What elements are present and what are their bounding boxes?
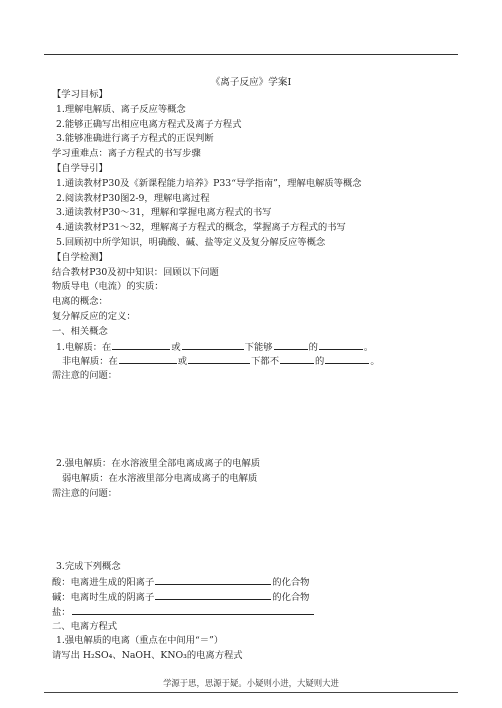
connector-text: 或 [171,341,181,353]
connector-text: 下能够 [244,341,273,353]
objectives-header: 【学习目标】 [52,89,108,100]
electrolyte-definition [52,340,452,355]
base-label: 碱：电离时生成的阴离子 [52,591,155,603]
fill-blank[interactable] [274,340,308,350]
connector-text: 的 [308,341,318,353]
connector-text: 。 [370,356,380,368]
fill-blank[interactable] [112,340,170,350]
nonelectrolyte-definition [52,354,452,369]
key-points: 学习重难点：离子方程式的书写步骤 [52,148,201,160]
question-conduct: 物质导电（电流）的实质： [52,281,164,293]
connector-text: 的化合物 [272,591,310,603]
write-equations-prompt: 请写出 H₂SO₄、NaOH、KNO₃的电离方程式 [52,650,243,662]
answer-space[interactable] [52,384,452,457]
fill-blank[interactable] [325,354,369,364]
note-label: 需注意的问题： [52,370,118,382]
connector-text: 的化合物 [272,577,310,589]
check-intro: 结合教材P30及初中知识：回顾以下问题 [52,266,219,278]
check-header: 【自学检测】 [52,251,108,263]
header-rule [44,54,458,55]
complete-concepts-heading: 3.完成下列概念 [56,561,121,573]
connector-text: 的 [315,356,325,368]
guide-item: 5.回顾初中所学知识，明确酸、碱、盐等定义及复分解反应等概念 [56,236,326,248]
fill-blank[interactable] [119,354,177,364]
objective-item: 1.理解电解质、离子反应等概念 [56,103,186,115]
acid-label: 酸：电离进生成的阳离子 [52,577,155,589]
weak-electrolyte-definition: 弱电解质：在水溶液里部分电离成离子的电解质 [62,472,258,484]
fill-blank[interactable] [319,340,363,350]
page-title: 《离子反应》学案Ⅰ [210,77,292,88]
salt-definition [52,605,452,620]
fill-blank[interactable] [155,575,271,585]
answer-space[interactable] [52,501,452,560]
connector-text: 。 [363,341,374,353]
fill-blank[interactable] [182,340,244,350]
guide-item: 2.阅读教材P30图2-9，理解电离过程 [56,192,210,204]
worksheet-body [52,88,452,664]
question-double-decomposition: 复分解反应的定义： [52,310,136,322]
salt-label: 盐： [52,606,71,618]
fill-blank[interactable] [188,354,250,364]
base-definition [52,590,452,605]
section-heading-equations: 二、电离方程式 [52,620,118,632]
guide-item: 1.通读教材P30及《新课程能力培养》P33“导学指南”，理解电解质等概念 [56,177,362,189]
objective-item: 2.能够正确写出相应电离方程式及离子方程式 [56,118,242,130]
strong-electrolyte-equation-note: 1.强电解质的电离（重点在中间用“＝”） [56,635,224,647]
footer-motto: 学源于思，思源于疑。小疑则小进，大疑则大进 [163,678,339,688]
fill-blank[interactable] [155,590,271,600]
connector-text: 下都不 [251,356,280,368]
objective-item: 3.能够准确进行离子方程式的正误判断 [56,133,214,145]
section-heading-concepts: 一、相关概念 [52,325,108,337]
nonelectrolyte-label: 非电解质：在 [62,356,118,368]
fill-blank[interactable] [280,354,314,364]
guide-item: 4.通读教材P31～32，理解离子方程式的概念，掌握离子方程式的书写 [56,222,346,234]
guide-item: 3.通读教材P30～31，理解和掌握电离方程式的书写 [56,207,272,219]
guide-header: 【自学导引】 [52,162,108,174]
note-label: 需注意的问题： [52,487,118,499]
electrolyte-label: 1.电解质：在 [56,341,112,353]
strong-electrolyte-definition: 2.强电解质：在水溶液里全部电离成离子的电解质 [56,457,261,469]
acid-definition [52,575,452,590]
fill-blank[interactable] [72,605,314,615]
footer-rule [44,692,458,693]
connector-text: 或 [177,356,188,368]
question-ionize: 电离的概念： [52,296,108,308]
